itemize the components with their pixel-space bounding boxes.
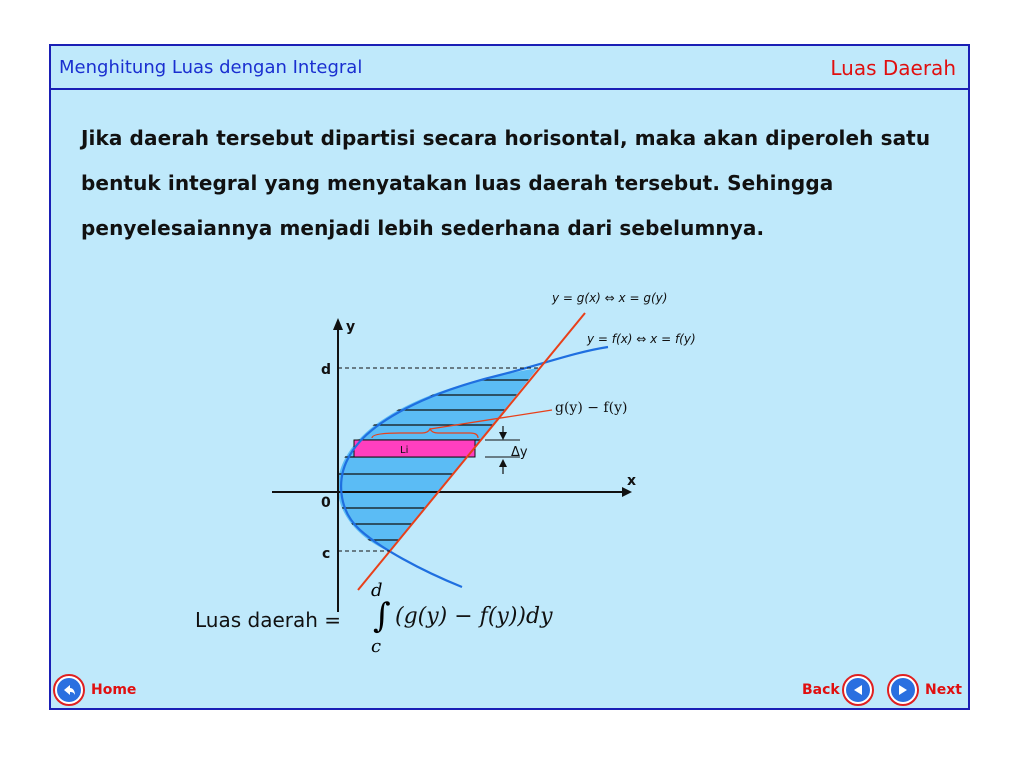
- lower-limit: c: [371, 636, 382, 657]
- y-axis-arrow: [333, 318, 343, 330]
- home-button[interactable]: [53, 674, 136, 706]
- home-icon: [57, 678, 81, 702]
- label-strip: Li: [400, 445, 409, 456]
- next-icon-circle[interactable]: [887, 674, 919, 706]
- explanation-text: Jika daerah tersebut dipartisi secara horisontal, maka akan diperoleh satu bentuk integral yang menyatakan luas daerah tersebut. Sehingga penyelesaiannya menjadi lebih sederhana dari sebelumnya.: [81, 126, 931, 240]
- section-title: Luas Daerah: [830, 56, 956, 80]
- label-width: g(y) − f(y): [555, 400, 628, 416]
- back-label: Back: [802, 682, 840, 698]
- next-arrow-icon: [891, 678, 915, 702]
- integrand: (g(y) − f(y))dy: [395, 604, 553, 629]
- back-button[interactable]: [802, 674, 874, 706]
- label-x-axis: x: [627, 473, 637, 489]
- formula-label: Luas daerah =: [195, 608, 342, 632]
- area-formula: [195, 580, 615, 660]
- strip-li: [354, 440, 475, 457]
- home-icon-circle[interactable]: [53, 674, 85, 706]
- label-origin: 0: [321, 495, 331, 511]
- page-title: Menghitung Luas dengan Integral: [59, 57, 363, 78]
- next-button[interactable]: [887, 674, 962, 706]
- next-label: Next: [925, 682, 962, 698]
- dy-arrowhead-bottom: [499, 459, 507, 467]
- dy-arrowhead-top: [499, 432, 507, 440]
- label-line-g: y = g(x) ⇔ x = g(y): [552, 291, 668, 305]
- label-curve-f: y = f(x) ⇔ x = f(y): [587, 332, 696, 346]
- label-c: c: [322, 546, 331, 562]
- back-arrow-icon: [846, 678, 870, 702]
- integral-sign: ∫: [373, 596, 391, 636]
- label-d: d: [321, 362, 332, 378]
- label-y-axis: y: [346, 319, 356, 335]
- label-dy: Δy: [511, 445, 528, 460]
- home-label: Home: [91, 682, 137, 698]
- back-icon-circle[interactable]: [842, 674, 874, 706]
- upper-limit: d: [371, 580, 383, 601]
